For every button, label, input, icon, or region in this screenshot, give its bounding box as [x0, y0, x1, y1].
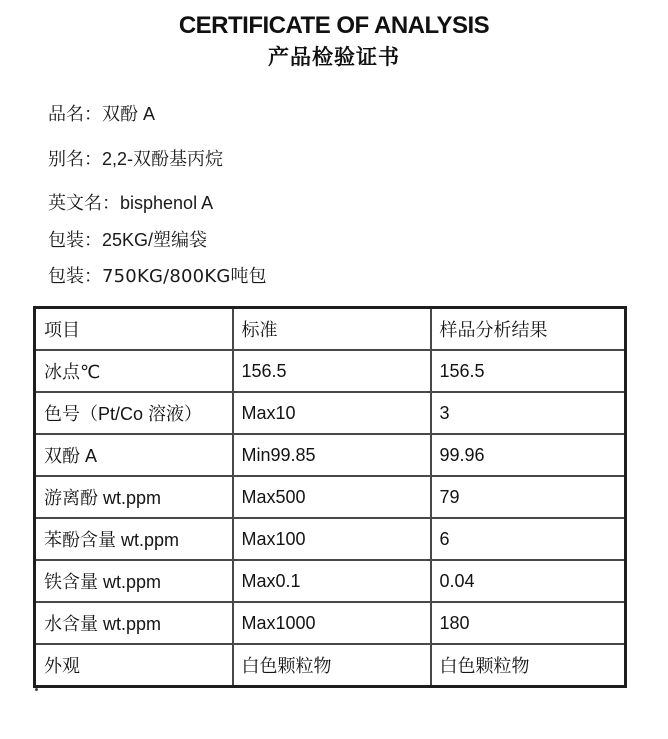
cell-standard: Max500 — [233, 476, 431, 518]
info-label: 包装： — [48, 230, 102, 250]
cell-standard: Min99.85 — [233, 434, 431, 476]
table-row — [35, 560, 626, 602]
cell-result: 180 — [431, 602, 626, 644]
cell-item: 双酚 A — [35, 434, 233, 476]
column-header-item: 项目 — [35, 308, 233, 351]
table-row — [35, 602, 626, 644]
cell-result: 156.5 — [431, 350, 626, 392]
document-title-english: CERTIFICATE OF ANALYSIS — [178, 12, 490, 39]
table-row — [35, 392, 626, 434]
column-header-standard: 标准 — [233, 308, 431, 351]
cell-item: 外观 — [35, 644, 233, 687]
cell-result: 白色颗粒物 — [431, 644, 626, 687]
info-value: 2,2-双酚基丙烷 — [102, 149, 224, 169]
cell-result: 0.04 — [431, 560, 626, 602]
info-value: 双酚 A — [102, 104, 156, 124]
cell-item: 水含量 wt.ppm — [35, 602, 233, 644]
column-header-sample-result: 样品分析结果 — [431, 308, 626, 351]
info-line-product-name — [48, 105, 668, 124]
info-line-packaging-bag — [48, 231, 668, 250]
info-value: bisphenol A — [120, 193, 214, 213]
cell-result: 99.96 — [431, 434, 626, 476]
cell-item: 游离酚 wt.ppm — [35, 476, 233, 518]
product-info-block — [48, 105, 668, 286]
cell-item: 铁含量 wt.ppm — [35, 560, 233, 602]
table-row — [35, 434, 626, 476]
info-label: 品名： — [48, 104, 102, 124]
table-row — [35, 644, 626, 687]
info-label: 别名： — [48, 149, 102, 169]
document-title-chinese: 产品检验证书 — [268, 46, 400, 69]
table-header-row — [35, 308, 626, 351]
cell-item: 冰点℃ — [35, 350, 233, 392]
cell-standard: 白色颗粒物 — [233, 644, 431, 687]
info-value: 25KG/塑编袋 — [102, 230, 208, 250]
info-label: 包装： — [48, 266, 102, 286]
info-line-alias — [48, 150, 668, 169]
cell-standard: Max0.1 — [233, 560, 431, 602]
info-line-english-name — [48, 194, 668, 213]
analysis-table — [33, 306, 627, 688]
info-line-packaging-ton — [48, 267, 668, 286]
info-label: 英文名： — [48, 193, 120, 213]
table-row — [35, 476, 626, 518]
cell-standard: Max1000 — [233, 602, 431, 644]
stray-mark — [35, 688, 38, 691]
cell-standard: Max10 — [233, 392, 431, 434]
cell-item: 苯酚含量 wt.ppm — [35, 518, 233, 560]
table-row — [35, 518, 626, 560]
cell-result: 79 — [431, 476, 626, 518]
cell-result: 3 — [431, 392, 626, 434]
cell-standard: Max100 — [233, 518, 431, 560]
cell-result: 6 — [431, 518, 626, 560]
info-value: 750KG/800KG吨包 — [102, 266, 267, 287]
cell-item: 色号（Pt/Co 溶液） — [35, 392, 233, 434]
cell-standard: 156.5 — [233, 350, 431, 392]
table-row — [35, 350, 626, 392]
